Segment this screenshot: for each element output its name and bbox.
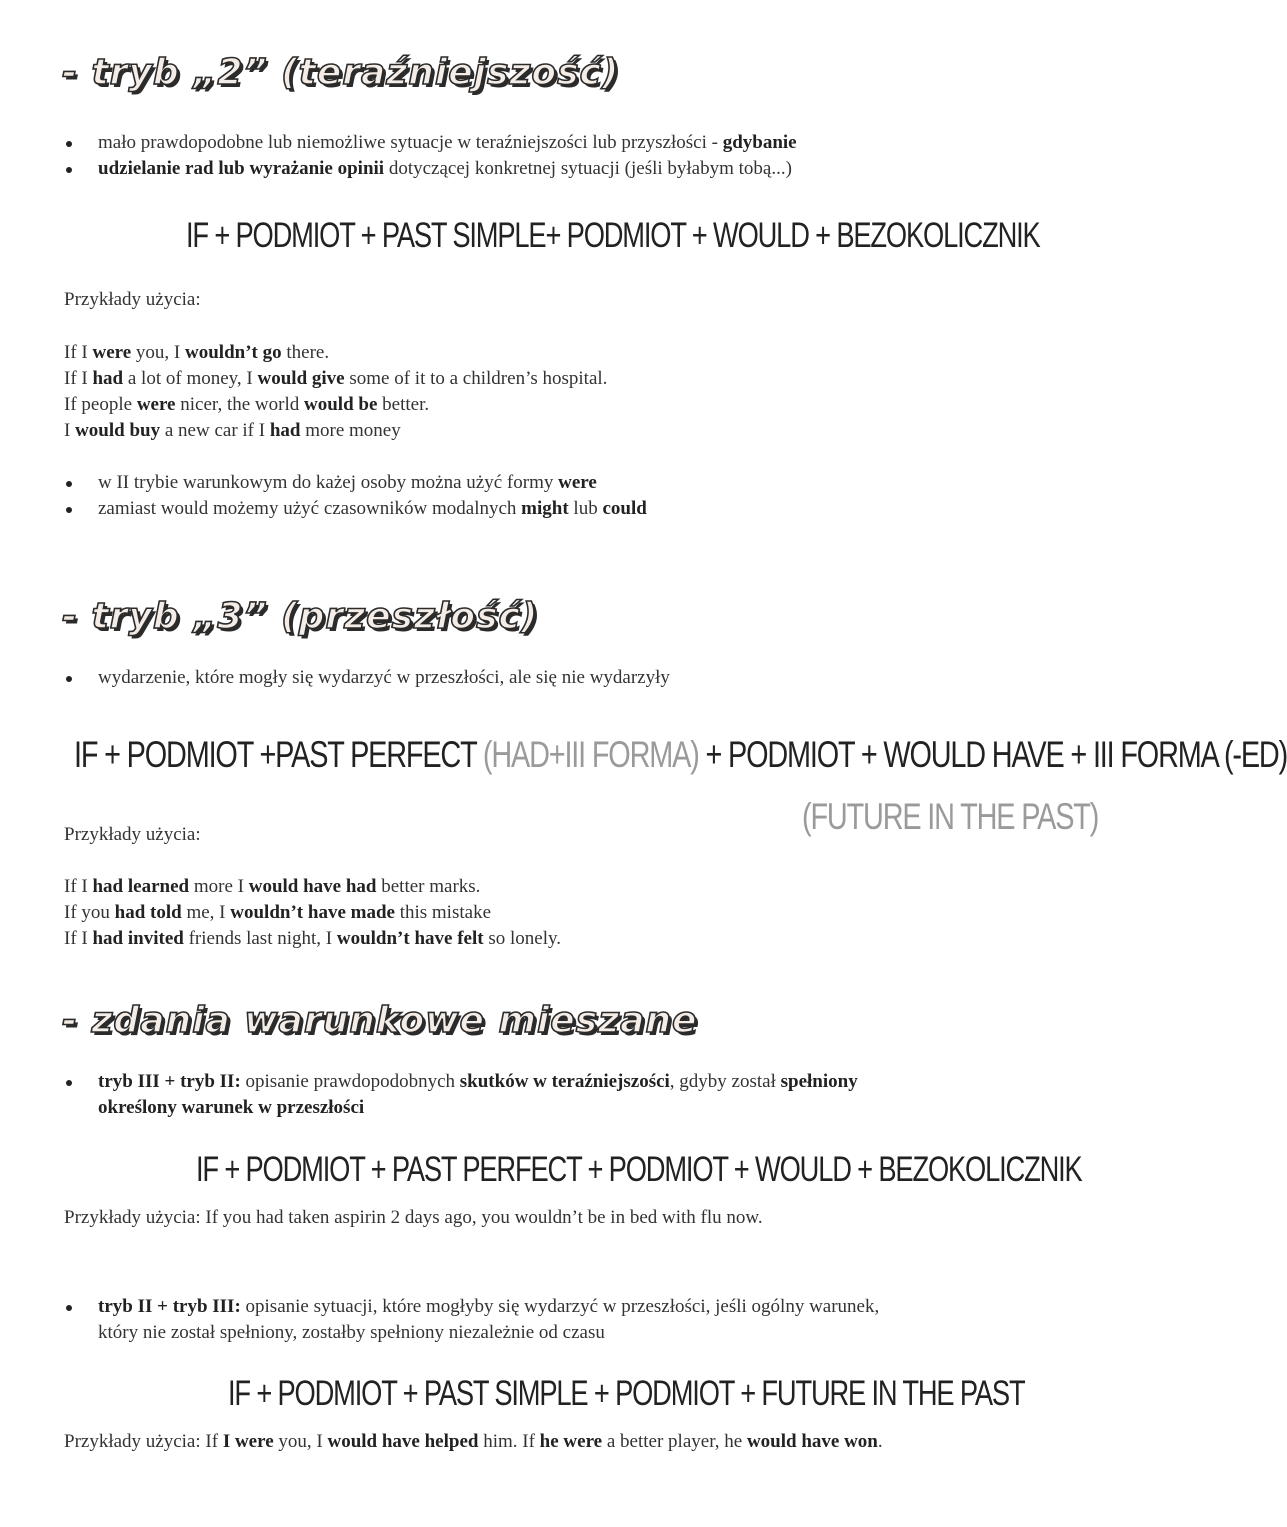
- section-heading-tryb-3: - tryb „3” (przeszłość): [62, 596, 539, 637]
- example-line: If I had invited friends last night, I wouldn’t have felt so lonely.: [64, 928, 561, 949]
- example-line: If I had learned more I would have had better marks.: [64, 876, 481, 897]
- example-line: I would buy a new car if I had more money: [64, 420, 401, 441]
- list-item: wydarzenie, które mogły się wydarzyć w przeszłości, ale się nie wydarzyły: [64, 665, 1020, 691]
- list-item: tryb III + tryb II: opisanie prawdopodobnych skutków w teraźniejszości, gdyby został spełniony określony warunek w przeszłości: [64, 1069, 1020, 1121]
- list-item: zamiast would możemy użyć czasowników modalnych might lub could: [64, 496, 1020, 522]
- formula-tryb-3: IF + PODMIOT +PAST PERFECT (HAD+III FORMA) + PODMIOT + WOULD HAVE + III FORMA (-ED): [74, 734, 1287, 775]
- formula-note: (FUTURE IN THE PAST): [802, 796, 1099, 837]
- bullet-list: [64, 1069, 1020, 1121]
- notes-list: [64, 470, 1020, 522]
- example-line: If I had a lot of money, I would give some of it to a children’s hospital.: [64, 368, 608, 389]
- section-heading-tryb-2: - tryb „2” (teraźniejszość): [62, 52, 620, 93]
- example-line: If people were nicer, the world would be better.: [64, 394, 430, 415]
- bullet-list: [64, 1294, 1020, 1346]
- bullet-list: [64, 665, 1020, 691]
- list-item: udzielanie rad lub wyrażanie opinii dotyczącej konkretnej sytuacji (jeśli byłabym tobą...): [64, 156, 1020, 182]
- example-line: Przykłady użycia: If I were you, I would have helped him. If he were a better player, he would have won.: [64, 1431, 883, 1452]
- examples-label: Przykłady użycia:: [64, 289, 201, 310]
- formula-faded-part: (HAD+III FORMA): [482, 734, 699, 775]
- example-line: Przykłady użycia: If you had taken aspirin 2 days ago, you wouldn’t be in bed with flu now.: [64, 1207, 763, 1228]
- section-heading-mixed: - zdania warunkowe mieszane: [62, 1000, 698, 1041]
- examples-label: Przykłady użycia:: [64, 824, 201, 845]
- list-item: mało prawdopodobne lub niemożliwe sytuacje w teraźniejszości lub przyszłości - gdybanie: [64, 130, 1020, 156]
- list-item: tryb II + tryb III: opisanie sytuacji, które mogłyby się wydarzyć w przeszłości, jeśli ogólny warunek, który nie został spełniony, zostałby spełniony niezależnie od czasu: [64, 1294, 1020, 1346]
- formula-mixed-2: IF + PODMIOT + PAST SIMPLE + PODMIOT + FUTURE IN THE PAST: [228, 1374, 1025, 1413]
- example-line: If I were you, I wouldn’t go there.: [64, 342, 330, 363]
- list-item: w II trybie warunkowym do każej osoby można użyć formy were: [64, 470, 1020, 496]
- formula-mixed-1: IF + PODMIOT + PAST PERFECT + PODMIOT + WOULD + BEZOKOLICZNIK: [196, 1150, 1082, 1189]
- bullet-list: [64, 130, 1020, 182]
- examples-block: [64, 340, 607, 444]
- examples-block: [64, 874, 561, 952]
- example-line: If you had told me, I wouldn’t have made this mistake: [64, 902, 492, 923]
- formula-tryb-2: IF + PODMIOT + PAST SIMPLE+ PODMIOT + WOULD + BEZOKOLICZNIK: [186, 216, 1040, 255]
